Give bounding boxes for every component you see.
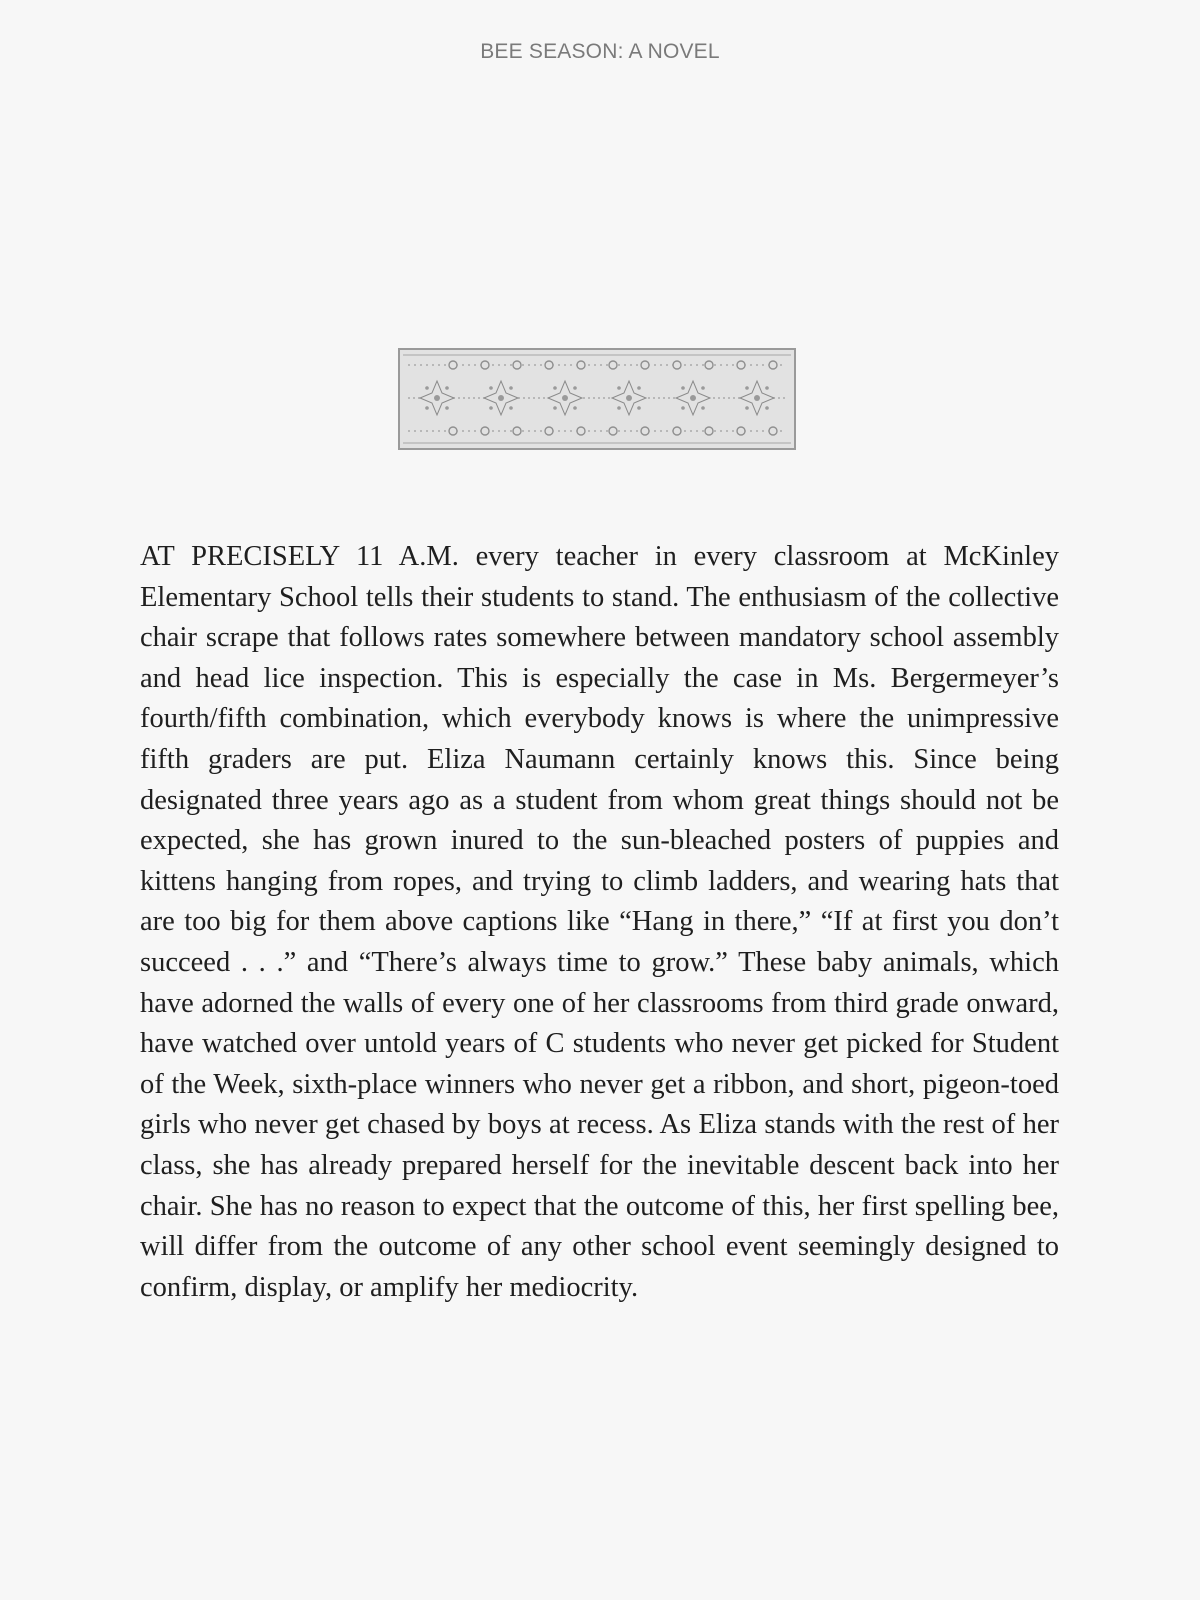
chapter-opening-paragraph	[140, 537, 1059, 1308]
decorative-border-ornament-icon	[395, 345, 799, 453]
chapter-body-text: every teacher in every classroom at McKinley Elementary School tells their students to stand. The enthusiasm of the collective chair scrape that follows rates somewhere between mandatory school assembly and head lice inspection. This is especially the case in Ms. Bergermeyer’s fourth/fifth combination, which everybody knows is where the unimpressive fifth graders are put. Eliza Naumann certainly knows this. Since being designated three years ago as a student from whom great things should not be expected, she has grown inured to the sun-bleached posters of puppies and kittens hanging from ropes, and trying to climb ladders, and wearing hats that are too big for them above captions like “Hang in there,” “If at first you don’t succeed . . .” and “There’s always time to grow.” These baby animals, which have adorned the walls of every one of her classrooms from third grade onward, have watched over untold years of C students who never get picked for Student of the Week, sixth-place winners who never get a ribbon, and short, pigeon-toed girls who never get chased by boys at recess. As Eliza stands with the rest of her class, she has already prepared herself for the inevitable descent back into her chair. She has no reason to expect that the outcome of this, her first spelling bee, will differ from the outcome of any other school event seemingly designed to confirm, display, or amplify her mediocrity.	[140, 541, 1059, 1303]
chapter-lead-in: AT PRECISELY 11 A.M.	[140, 541, 459, 572]
running-header-title: BEE SEASON: A NOVEL	[480, 40, 720, 63]
